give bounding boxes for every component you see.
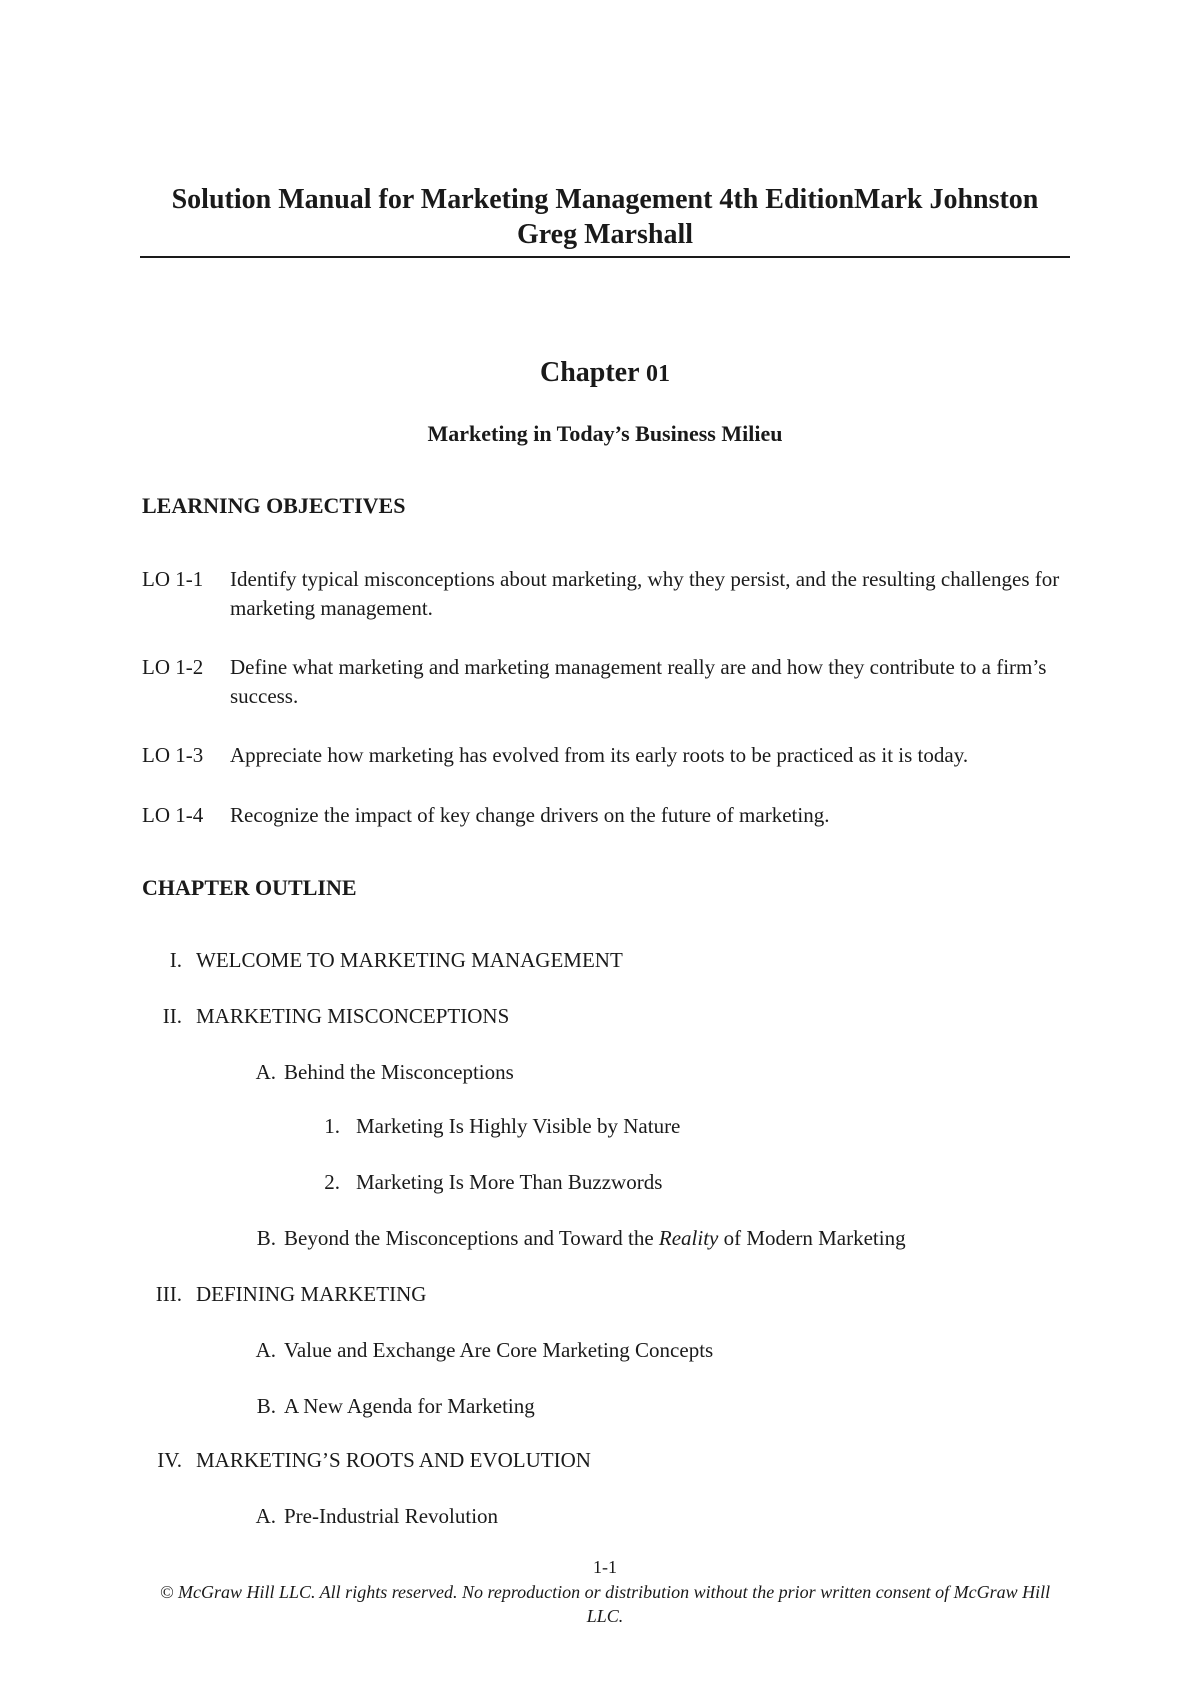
learning-objective-text: Define what marketing and marketing management really are and how they contribute to a firm’s success. (230, 655, 1047, 708)
outline-text: DEFINING MARKETING (196, 1282, 427, 1306)
learning-objective-item (142, 741, 1072, 770)
outline-text-part: of Modern Marketing (718, 1226, 906, 1250)
outline-marker: 2. (324, 1170, 340, 1194)
learning-objective-item (142, 653, 1072, 711)
outline-text: WELCOME TO MARKETING MANAGEMENT (196, 948, 623, 972)
learning-objective-item (142, 801, 1072, 830)
outline-item (255, 1336, 714, 1364)
learning-objective-code: LO 1-2 (142, 655, 204, 679)
outline-item (157, 1446, 591, 1474)
outline-text: MARKETING MISCONCEPTIONS (196, 1004, 510, 1028)
outline-item (324, 1112, 681, 1140)
learning-objective-text: Appreciate how marketing has evolved from its early roots to be practiced as it is today. (230, 743, 969, 767)
chapter-label: Chapter (539, 357, 640, 388)
outline-marker: B. (256, 1394, 276, 1418)
outline-item (162, 1002, 510, 1030)
learning-objective-text: Identify typical misconceptions about marketing, why they persist, and the resulting challenges for marketing management. (230, 567, 1060, 620)
learning-objectives-heading: LEARNING OBJECTIVES (142, 493, 406, 518)
outline-text: Marketing Is More Than Buzzwords (356, 1170, 663, 1194)
copyright-notice: © McGraw Hill LLC. All rights reserved. No reproduction or distribution without the prior written consent of McGraw Hill LLC. (159, 1582, 1051, 1626)
outline-item (256, 1224, 906, 1252)
outline-marker: 1. (324, 1114, 340, 1138)
learning-objective-text: Recognize the impact of key change drivers on the future of marketing. (230, 803, 830, 827)
outline-text: Marketing Is Highly Visible by Nature (356, 1114, 681, 1138)
outline-text: Value and Exchange Are Core Marketing Concepts (284, 1338, 714, 1362)
learning-objective-code: LO 1-1 (142, 567, 204, 591)
learning-objective-item (142, 565, 1072, 623)
chapter-subtitle: Marketing in Today’s Business Milieu (427, 421, 783, 446)
document-title: Solution Manual for Marketing Management 4th EditionMark Johnston Greg Marshall (171, 184, 1039, 250)
chapter-outline-heading: CHAPTER OUTLINE (142, 875, 357, 900)
outline-text: Pre-Industrial Revolution (284, 1504, 499, 1528)
outline-marker: A. (255, 1060, 276, 1084)
outline-marker: III. (155, 1282, 182, 1306)
outline-marker: A. (255, 1338, 276, 1362)
outline-text: A New Agenda for Marketing (284, 1394, 535, 1418)
outline-marker: I. (169, 948, 182, 972)
outline-text: MARKETING’S ROOTS AND EVOLUTION (196, 1448, 591, 1472)
outline-marker: IV. (157, 1448, 182, 1472)
outline-text-emphasis: Reality (658, 1226, 719, 1250)
outline-text-part: Beyond the Misconceptions and Toward the (284, 1226, 659, 1250)
outline-marker: A. (255, 1504, 276, 1528)
learning-objective-code: LO 1-4 (142, 803, 204, 827)
outline-item (155, 1280, 427, 1308)
page-number: 1-1 (593, 1557, 617, 1577)
outline-text: Behind the Misconceptions (284, 1060, 514, 1084)
outline-item (255, 1502, 499, 1530)
outline-marker: II. (162, 1004, 182, 1028)
chapter-number: 01 (646, 361, 671, 387)
title-divider (140, 256, 1070, 258)
outline-item (255, 1058, 514, 1086)
learning-objective-code: LO 1-3 (142, 743, 204, 767)
outline-marker: B. (256, 1226, 276, 1250)
outline-item (256, 1392, 535, 1420)
outline-item (324, 1168, 663, 1196)
chapter-heading (140, 356, 1070, 391)
outline-item (169, 946, 623, 974)
